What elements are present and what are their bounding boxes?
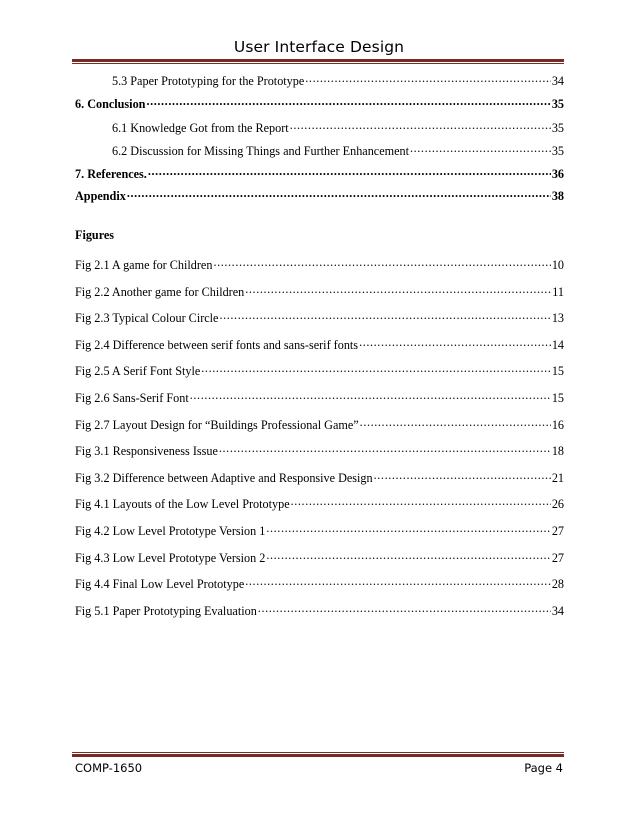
dot-leader: [266, 523, 550, 535]
entry-label: Fig 2.3 Typical Colour Circle: [75, 311, 219, 325]
dot-leader: [201, 363, 551, 375]
figure-entry: [75, 390, 564, 408]
figure-entry: [75, 496, 564, 514]
figure-entry: [75, 310, 564, 328]
entry-label: 5.3 Paper Prototyping for the Prototype: [112, 74, 305, 88]
dot-leader: [410, 143, 551, 155]
toc-entry: [112, 120, 564, 138]
dot-leader: [266, 550, 550, 562]
entry-label: Fig 3.2 Difference between Adaptive and Responsive Design: [75, 471, 373, 485]
dot-leader: [148, 166, 551, 178]
figure-entry: [75, 576, 564, 594]
entry-page-number: 34: [551, 74, 564, 88]
toc-entry: [75, 96, 564, 114]
dot-leader: [146, 96, 550, 108]
dot-leader: [360, 417, 551, 429]
entry-label: Fig 2.5 A Serif Font Style: [75, 364, 201, 378]
footer-page-number: Page 4: [524, 761, 563, 775]
entry-page-number: 34: [551, 604, 564, 618]
entry-page-number: 35: [551, 144, 564, 158]
entry-page-number: 16: [551, 418, 564, 432]
dot-leader: [213, 257, 550, 269]
entry-label: Fig 2.4 Difference between serif fonts and sans-serif fonts: [75, 338, 359, 352]
entry-label: 6.1 Knowledge Got from the Report: [112, 121, 289, 135]
dot-leader: [219, 310, 550, 322]
entry-label: Fig 2.7 Layout Design for “Buildings Professional Game”: [75, 418, 359, 432]
entry-label: 6. Conclusion: [75, 97, 146, 111]
toc-entry: [75, 166, 564, 184]
entry-label: Fig 3.1 Responsiveness Issue: [75, 444, 218, 458]
dot-leader: [291, 496, 551, 508]
figure-entry: [75, 603, 564, 621]
dot-leader: [290, 120, 551, 132]
header-rule: [72, 59, 564, 64]
entry-label: Fig 2.1 A game for Children: [75, 258, 213, 272]
entry-label: Fig 4.1 Layouts of the Low Level Prototype: [75, 497, 290, 511]
figure-entry: [75, 363, 564, 381]
header-title: User Interface Design: [233, 38, 405, 56]
entry-page-number: 15: [551, 364, 564, 378]
entry-label: Fig 2.6 Sans-Serif Font: [75, 391, 189, 405]
entry-label: Fig 4.4 Final Low Level Prototype: [75, 577, 245, 591]
entry-page-number: 21: [551, 471, 564, 485]
toc-entry: [112, 143, 564, 161]
entry-page-number: 11: [552, 285, 564, 299]
figures-heading: Figures: [75, 228, 115, 242]
entry-page-number: 36: [551, 167, 564, 181]
entry-label: Fig 5.1 Paper Prototyping Evaluation: [75, 604, 257, 618]
dot-leader: [305, 73, 551, 85]
entry-label: 7. References.: [75, 167, 147, 181]
dot-leader: [245, 284, 551, 296]
toc-entry: [75, 188, 564, 206]
footer-rule: [72, 752, 564, 757]
entry-page-number: 38: [551, 189, 564, 203]
entry-label: 6.2 Discussion for Missing Things and Further Enhancement: [112, 144, 409, 158]
dot-leader: [359, 337, 551, 349]
entry-page-number: 35: [551, 97, 564, 111]
entry-page-number: 28: [551, 577, 564, 591]
entry-page-number: 27: [551, 524, 564, 538]
figure-entry: [75, 417, 564, 435]
entry-label: Fig 2.2 Another game for Children: [75, 285, 245, 299]
footer-course-code: COMP-1650: [75, 761, 143, 775]
dot-leader: [258, 603, 551, 615]
figure-entry: [75, 257, 564, 275]
figure-entry: [75, 337, 564, 355]
entry-page-number: 27: [551, 551, 564, 565]
entry-page-number: 15: [551, 391, 564, 405]
dot-leader: [127, 188, 551, 200]
figure-entry: [75, 470, 564, 488]
figure-entry: [75, 523, 564, 541]
dot-leader: [190, 390, 551, 402]
entry-page-number: 14: [551, 338, 564, 352]
figure-entry: [75, 550, 564, 568]
figure-entry: [75, 443, 564, 461]
dot-leader: [374, 470, 551, 482]
figure-entry: [75, 284, 564, 302]
entry-label: Fig 4.3 Low Level Prototype Version 2: [75, 551, 266, 565]
dot-leader: [219, 443, 551, 455]
entry-label: Appendix: [75, 189, 126, 203]
toc-entry: [112, 73, 564, 91]
entry-page-number: 26: [551, 497, 564, 511]
entry-label: Fig 4.2 Low Level Prototype Version 1: [75, 524, 266, 538]
dot-leader: [245, 576, 551, 588]
entry-page-number: 13: [551, 311, 564, 325]
entry-page-number: 18: [551, 444, 564, 458]
entry-page-number: 10: [551, 258, 564, 272]
entry-page-number: 35: [551, 121, 564, 135]
